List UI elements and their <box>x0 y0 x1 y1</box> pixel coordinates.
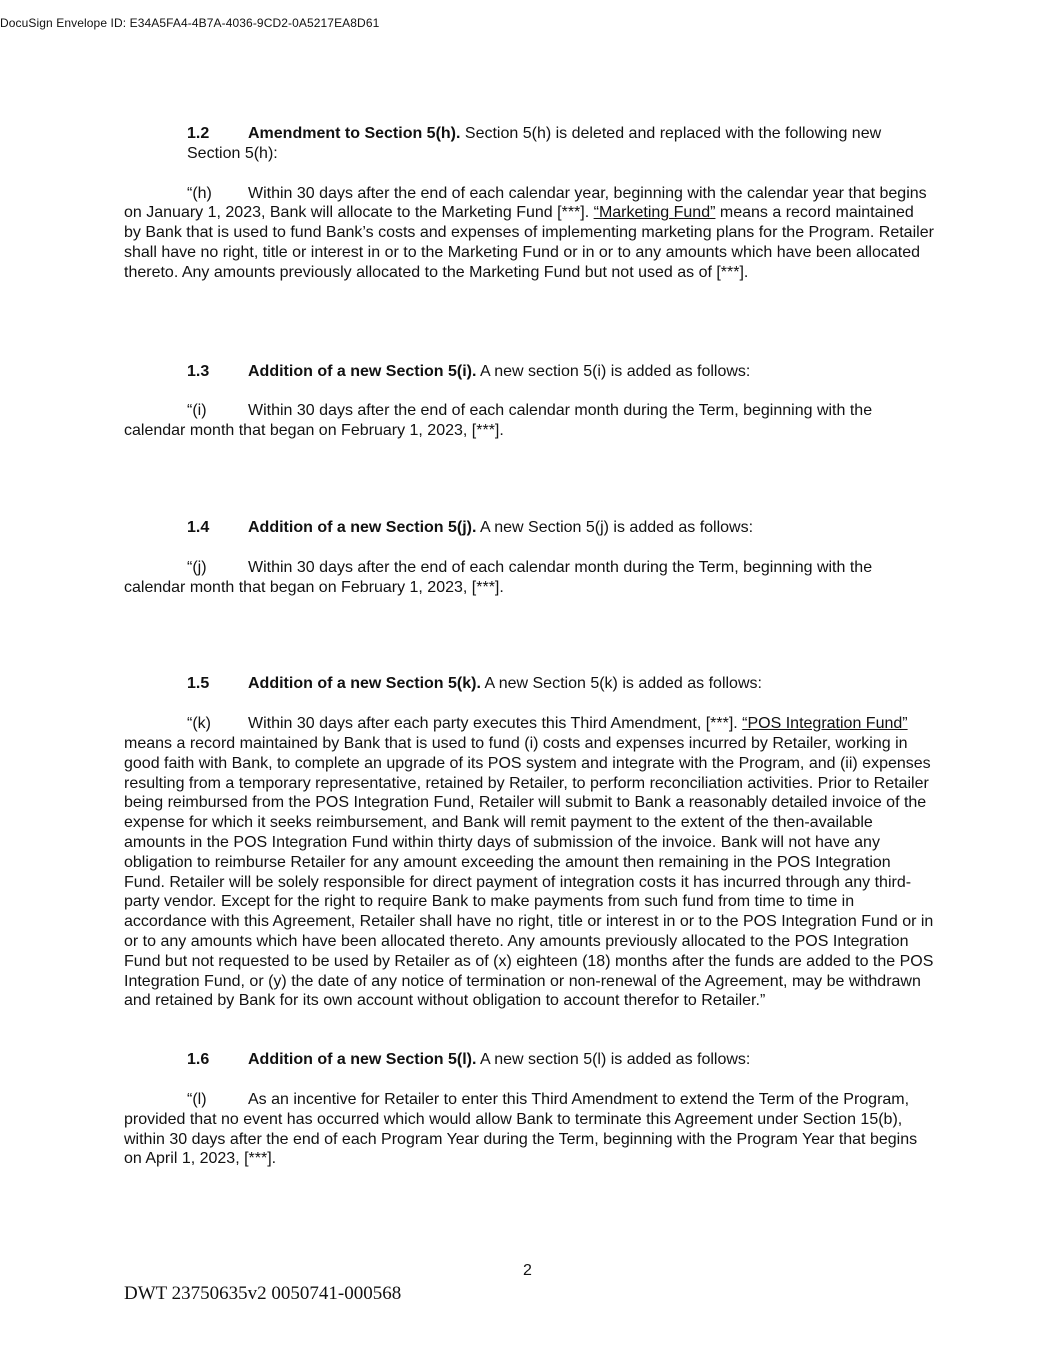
page-number: 2 <box>523 1262 532 1279</box>
subsection-marker: “(j) <box>187 558 207 576</box>
section-5i-paragraph <box>124 401 934 441</box>
section-title: Amendment to Section 5(h). <box>248 125 461 142</box>
paragraph-text: Within 30 days after the end of each calendar month during the Term, beginning with the calendar month that began on February 1, 2023, [***]. <box>124 402 873 440</box>
defined-term: “Marketing Fund” <box>593 204 716 222</box>
section-number: 1.2 <box>187 125 210 142</box>
section-5l-paragraph <box>124 1090 934 1169</box>
section-number: 1.6 <box>187 1051 210 1069</box>
section-1-4-heading <box>124 518 934 538</box>
section-5k-paragraph <box>124 714 934 1011</box>
document-body <box>124 124 934 1169</box>
section-title: Addition of a new Section 5(j). <box>248 518 477 536</box>
section-1-2-heading <box>124 124 934 164</box>
section-number: 1.5 <box>187 675 210 693</box>
subsection-marker: “(l) <box>187 1090 207 1108</box>
section-intro: A new section 5(i) is added as follows: <box>476 362 751 380</box>
paragraph-text: means a record maintained by Bank that is used to fund Bank’s costs and expenses of implementing marketing plans for the Program. Retailer shall have no right, title or interest in or to the Marketing Fund or in or to any amounts which have been allocated thereto. Any amounts previously allocated to the Marketing Fund but not used as of [***]. <box>124 204 934 281</box>
paragraph-text: means a record maintained by Bank that is used to fund (i) costs and expenses incurred by Retailer, working in good faith with Bank, to complete an upgrade of its POS system and integrate with the Program, and (ii) expenses resulting from a temporary representative, retained by Retailer, to perform reconciliation activities. Prior to Retailer being reimbursed from the POS Integration Fund, Retailer will submit to Bank a reasonably detailed invoice of the expense for which it seeks reimbursement, and Bank will remit payment to the extent of the then-available amounts in the POS Integration Fund within thirty days of submission of the invoice. Bank will not have any obligation to reimburse Retailer for any amount exceeding the amount then remaining in the POS Integration Fund. Retailer will be solely responsible for direct payment of integration costs it has incurred through any third-party vendor. Except for the right to require Bank to make payments from such fund from time to time in accordance with this Agreement, Retailer shall have no right, title or interest in or to the POS Integration Fund or in or to any amounts which have been allocated thereto. Any amounts previously allocated to the POS Integration Fund but not requested to be used by Retailer as of (x) eighteen (18) months after the funds are added to the POS Integration Fund, or (y) the date of any notice of termination or non-renewal of the Agreement, may be withdrawn and retained by Bank for its own account without obligation to account therefor to Retailer.” <box>124 734 934 1010</box>
docusign-envelope-id: DocuSign Envelope ID: E34A5FA4-4B7A-4036-9CD2-0A5217EA8D61 <box>0 16 380 30</box>
section-5j-paragraph <box>124 558 934 598</box>
section-intro: A new Section 5(j) is added as follows: <box>476 518 754 536</box>
section-1-3-heading <box>124 362 934 382</box>
section-intro: A new section 5(l) is added as follows: <box>476 1051 751 1069</box>
section-number: 1.4 <box>187 518 210 536</box>
section-title: Addition of a new Section 5(i). <box>248 362 477 380</box>
section-intro: Section 5(h) is deleted and replaced with the following new Section 5(h): <box>187 125 882 162</box>
paragraph-text: Within 30 days after each party executes this Third Amendment, [***]. <box>248 715 743 733</box>
subsection-marker: “(i) <box>187 402 207 420</box>
section-title: Addition of a new Section 5(k). <box>248 675 481 693</box>
paragraph-text: Within 30 days after the end of each calendar year, beginning with the calendar year that begins on January 1, 2023, Bank will allocate to the Marketing Fund [***]. <box>124 184 927 222</box>
paragraph-text: As an incentive for Retailer to enter this Third Amendment to extend the Term of the Program, provided that no event has occurred which would allow Bank to terminate this Agreement under Section 15(b), within 30 days after the end of each Program Year during the Term, beginning with the Program Year that begins on April 1, 2023, [***]. <box>124 1090 918 1168</box>
section-number: 1.3 <box>187 362 210 380</box>
subsection-marker: “(h) <box>187 184 212 202</box>
document-footer-id: DWT 23750635v2 0050741-000568 <box>124 1283 402 1304</box>
section-intro: A new Section 5(k) is added as follows: <box>480 675 762 693</box>
section-1-5-heading <box>124 674 934 694</box>
section-1-6-heading <box>124 1050 934 1070</box>
subsection-marker: “(k) <box>187 715 211 733</box>
defined-term: “POS Integration Fund” <box>742 715 908 733</box>
section-title: Addition of a new Section 5(l). <box>248 1051 477 1069</box>
section-5h-paragraph <box>124 184 934 283</box>
paragraph-text: Within 30 days after the end of each calendar month during the Term, beginning with the calendar month that began on February 1, 2023, [***]. <box>124 558 873 596</box>
